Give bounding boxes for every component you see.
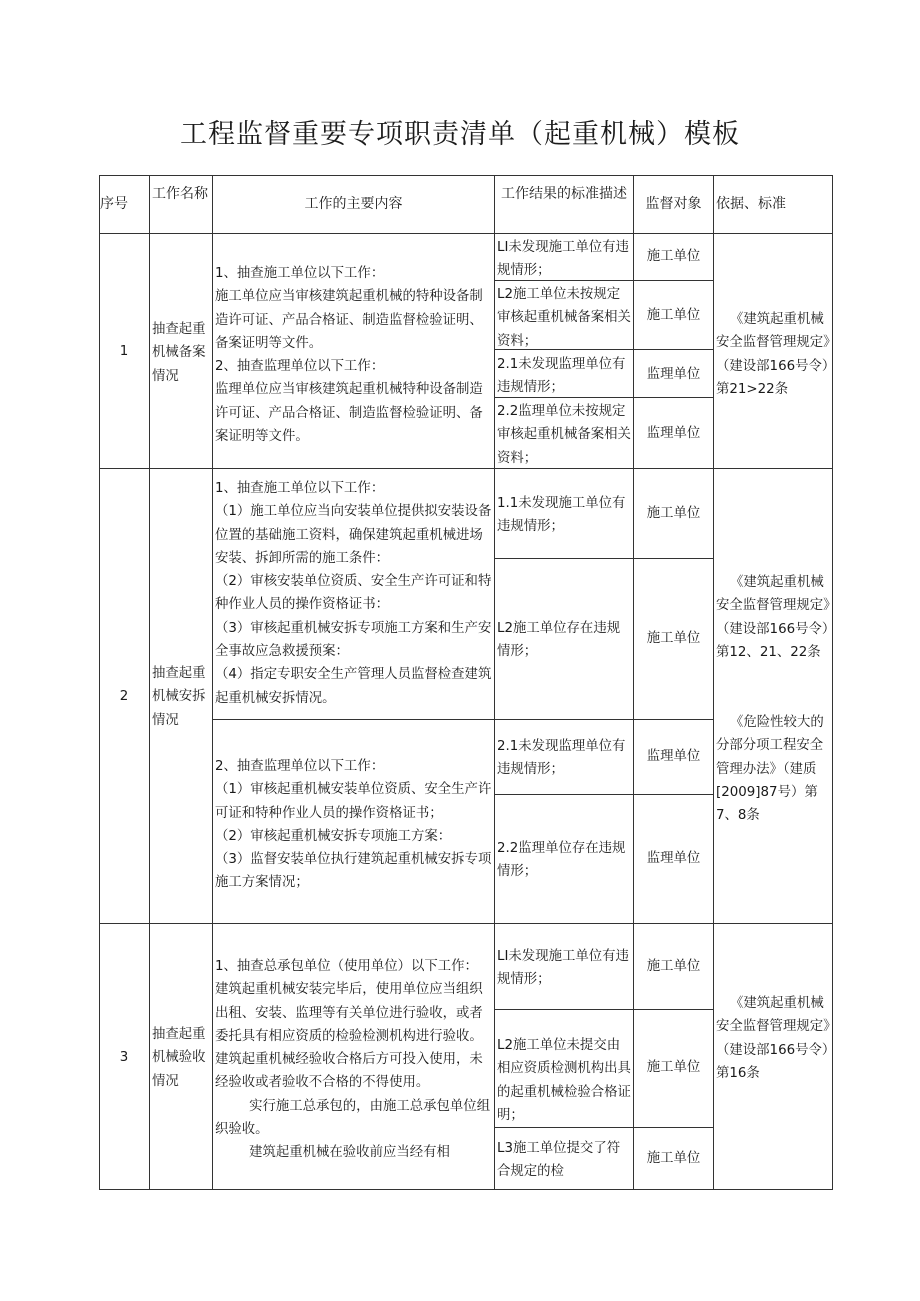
table-row-3-seq: 3 [119, 1050, 129, 1065]
cell-divider [212, 719, 713, 720]
header-basis: 依据、标准 [716, 196, 786, 212]
header-name: 工作名称 [152, 186, 208, 202]
table-row-1-name: 抽查起重机械备案情况 [152, 322, 206, 384]
table-row-2-content-a: 1、抽查施工单位以下工作： （1）施工单位应当向安装单位提供拟安装设备位置的基础施工资料，确保建筑起重机械进场安装、拆卸所需的施工条件： （2）审核安装单位资质、安全生产许可证和特种作业人员的操作资格证书： （3）审核起重机械安拆专项施工方案和生产安全事故应急救援预案： （4）指定专职安全生产管理人员监督检查建筑起重机械安拆情况。 [215, 481, 492, 706]
table-row-2-content-b: 2、抽查监理单位以下工作： （1）审核起重机械安装单位资质、安全生产许可证和特种作业人员的操作资格证书； （2）审核起重机械安拆专项施工方案： （3）监督安装单位执行建筑起重机械安拆专项施工方案情况； [215, 759, 492, 891]
table-row-2-standard-4: 2.2监理单位存在违规情形； [497, 841, 626, 880]
header-seq: 序号 [100, 196, 128, 212]
table-row-1-standard-3: 2.1未发现监理单位有违规情形； [497, 357, 626, 396]
document-title: 工程监督重要专项职责清单（起重机械）模板 [180, 119, 740, 150]
table-border-bottom [99, 1189, 833, 1190]
table-row-2-basis-2: 《危险性较大的分部分项工程安全管理办法》（建质[2009]87号）第7、8条 [716, 715, 824, 824]
table-row-1-object-4: 监理单位 [646, 426, 701, 441]
table-row-2-object-1: 施工单位 [646, 506, 701, 521]
col-divider [494, 175, 495, 1190]
table-row-2-standard-1: 1.1未发现施工单位有违规情形； [497, 496, 626, 535]
header-content: 工作的主要内容 [304, 196, 403, 212]
table-row-3-name: 抽查起重机械验收情况 [152, 1027, 206, 1089]
table-row-1-seq: 1 [119, 344, 129, 359]
table-border-right [832, 175, 833, 1190]
table-row-2-name: 抽查起重机械安拆情况 [152, 666, 206, 728]
table-row-3-basis: 《建筑起重机械安全监督管理规定》（建设部166号令）第16条 [716, 996, 830, 1081]
table-row-2-object-3: 监理单位 [646, 749, 701, 764]
table-row-3-object-2: 施工单位 [646, 1060, 701, 1075]
col-divider [149, 175, 150, 1190]
col-divider [713, 175, 714, 1190]
table-row-2-object-4: 监理单位 [646, 851, 701, 866]
table-row-3-standard-1: LI未发现施工单位有违规情形； [497, 949, 629, 988]
table-row-1-object-3: 监理单位 [646, 367, 701, 382]
table-row-2-standard-2: L2施工单位存在违规情形； [497, 621, 621, 660]
cell-divider [494, 1009, 713, 1010]
table-border-top [99, 175, 833, 176]
table-row-3-content: 1、抽查总承包单位（使用单位）以下工作： 建筑起重机械安装完毕后，使用单位应当组织出租、安装、监理等有关单位进行验收，或者委托具有相应资质的检验检测机构进行验收。 建筑起重机械经验收合格后方可投入使用，未经验收或者验收不合格的不得使用。 实行施工总承包的，由施工总承包单位组织验收。 建筑起重机械在验收前应当经有相 [215, 959, 491, 1161]
table-row-2-standard-3: 2.1未发现监理单位有违规情形； [497, 739, 626, 778]
table-row-1-content: 1、抽查施工单位以下工作： 施工单位应当审核建筑起重机械的特种设备制造许可证、产品合格证、制造监督检验证明、备案证明等文件。 2、抽查监理单位以下工作： 监理单位应当审核建筑起重机械特种设备制造许可证、产品合格证、制造监督检验证明、备案证明等文件。 [215, 266, 483, 445]
table-border-left [99, 175, 100, 1190]
table-row-1-standard-2: L2施工单位未按规定审核起重机械备案相关资料； [497, 287, 631, 349]
table-row-3-object-1: 施工单位 [646, 959, 701, 974]
table-row-1-object-1: 施工单位 [646, 249, 701, 264]
table-row-1-standard-1: LI未发现施工单位有违规情形； [497, 240, 629, 279]
table-row-3-object-3: 施工单位 [646, 1151, 701, 1166]
cell-divider [494, 558, 713, 559]
table-row-1-basis: 《建筑起重机械安全监督管理规定》（建设部166号令）第21>22条 [716, 312, 830, 397]
cell-divider [494, 794, 713, 795]
header-row-divider [99, 233, 833, 234]
table-row-2-basis: 《建筑起重机械安全监督管理规定》（建设部166号令）第12、21、22条 [716, 575, 830, 660]
table-row-3-standard-3: L3施工单位提交了符合规定的检 [497, 1141, 621, 1180]
row-divider-1-2 [99, 468, 833, 469]
table-row-2-object-2: 施工单位 [646, 631, 701, 646]
table-row-2-seq: 2 [119, 689, 129, 704]
table-row-1-standard-4: 2.2监理单位未按规定审核起重机械备案相关资料； [497, 404, 631, 466]
header-standard: 工作结果的标准描述 [501, 186, 627, 202]
header-object: 监督对象 [645, 196, 702, 212]
row-divider-2-3 [99, 923, 833, 924]
table-row-3-standard-2: L2施工单位未提交由相应资质检测机构出具的起重机械检验合格证明； [497, 1038, 631, 1123]
table-row-1-object-2: 施工单位 [646, 308, 701, 323]
col-divider [212, 175, 213, 1190]
